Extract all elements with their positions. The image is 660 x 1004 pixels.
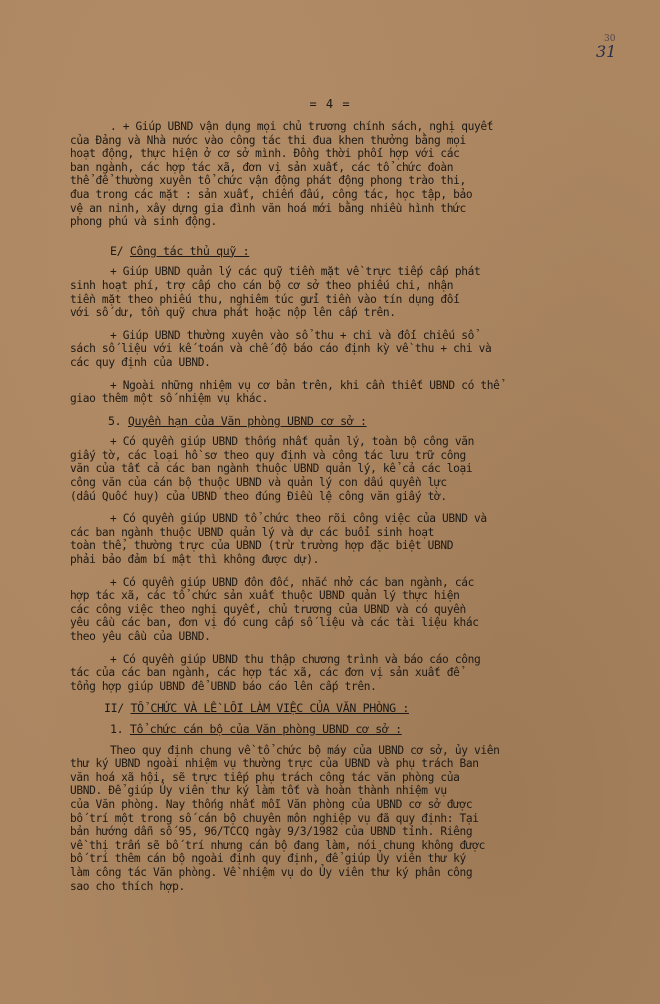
text-line: phải bảo đảm bí mật thì không được dự). [70,553,320,567]
text-line: của Văn phòng. Nay thống nhất mỗi Văn phòng của UBND cơ sở được [70,797,473,811]
document-body [70,120,650,902]
text-line: công văn của cán bộ thuộc UBND và quản lý con dấu quyền lực [70,476,447,490]
section-5-paragraph [70,576,650,644]
section-ii-title: TỔ CHỨC VÀ LỀ LỐI LÀM VIỆC CỦA VĂN PHÒNG : [130,701,409,716]
text-line: phong phú và sinh động. [70,215,217,229]
old-page-number: 30 [604,34,616,44]
text-line: vệ an ninh, xây dựng gia đình văn hoá mới bằng nhiều hình thức [70,201,466,215]
text-line: của Đảng và Nhà nước vào công tác thi đua khen thưởng bằng mọi [70,133,466,147]
section-ii-1-heading [110,723,650,737]
text-line: + Có quyền giúp UBND đôn đốc, nhắc nhở các ban ngành, các [110,575,474,589]
text-line: thư ký UBND ngoài nhiệm vụ thường trực của UBND và phụ trách Ban [70,757,479,771]
text-line: tổng hợp giúp UBND để UBND báo cáo lên cấp trên. [70,679,377,693]
text-line: sách số liệu với kế toán và chế độ báo cáo định kỳ về thu + chi và [70,342,492,356]
text-line: theo yêu cầu của UBND. [70,630,211,643]
section-e-heading [110,245,650,259]
current-page-number: 31 [596,42,617,61]
section-5-prefix: 5. [108,413,122,428]
text-line: các ban ngành thuộc UBND quản lý và dự các buổi sinh hoạt [70,525,434,539]
text-line: + Có quyền giúp UBND tổ chức theo rõi công việc của UBND và [110,512,487,526]
text-line: giao thêm một số nhiệm vụ khác. [70,392,268,406]
section-5-title: Quyền hạn của Văn phòng UBND cơ sở : [127,413,367,428]
text-line: ban ngành, các hợp tác xã, đơn vị sản xuất, các tổ chức đoàn [70,160,454,174]
text-line: các công việc theo nghị quyết, chủ trương của UBND và có quyền [70,602,466,616]
text-line: + Ngoài những nhiệm vụ cơ bản trên, khi cần thiết UBND có thể [110,378,500,392]
text-line: + Có quyền giúp UBND thu thập chương trình và báo cáo công [110,652,481,666]
text-line: về thị trấn sẽ bố trí nhưng cán bộ đang làm, nói chung không được [70,838,486,852]
page-number [596,34,616,61]
text-line: + Giúp UBND thường xuyên vào sổ thu + chi và đối chiếu sổ [110,328,474,342]
text-line: văn hoá xã hội, sẽ trực tiếp phụ trách công tác văn phòng của [70,770,460,784]
section-e-paragraph [70,329,650,370]
section-e-paragraph [70,379,650,406]
section-5-paragraph [70,435,650,503]
page-header: = 4 = [309,97,351,111]
section-5-paragraph [70,653,650,694]
section-ii-1-prefix: 1. [110,721,124,736]
text-line: sinh hoạt phí, trợ cấp cho cán bộ cơ sở theo phiếu chi, nhận [70,278,454,292]
text-line: với số dư, tồn quỹ chưa phát hoặc nộp lên cấp trên. [70,306,396,320]
section-e-prefix: E/ [110,243,124,258]
text-line: giấy tờ, các loại hồ sơ theo quy định và công tác lưu trữ công [70,448,466,462]
text-line: + Giúp UBND quản lý các quỹ tiền mặt về trực tiếp cấp phát [110,265,481,279]
text-line: thể để thường xuyên tổ chức vận động phát động phong trào thi, [70,174,466,188]
section-ii-1-paragraph [70,744,650,894]
section-ii-1-title: Tổ chức cán bộ của Văn phòng UBND cơ sở : [129,721,402,736]
section-e-title: Công tác thủ quỹ : [129,243,250,258]
text-line: hợp tác xã, các tổ chức sản xuất thuộc UBND quản lý thực hiện [70,589,460,603]
text-line: (dấu Quốc huy) của UBND theo đúng Điều lệ công văn giấy tờ. [70,489,447,503]
text-line: làm công tác Văn phòng. Về nhiệm vụ do Ủy viên thư ký phân công [70,865,473,879]
text-line: . + Giúp UBND vận dụng mọi chủ trương chính sách, nghị quyết [110,120,494,133]
text-line: hoạt động, thực hiện ở cơ sở mình. Đồng thời phối hợp với các [70,147,460,161]
text-line: các quy định của UBND. [70,355,211,369]
text-line: UBND. Để giúp Ủy viên thư ký làm tốt và hoàn thành nhiệm vụ [70,784,447,798]
text-line: sao cho thích hợp. [70,879,185,893]
text-line: bản hướng dẫn số 95, 96/TCCQ ngày 9/3/1982 của UBND tỉnh. Riêng [70,825,473,839]
section-ii-heading [104,702,650,716]
text-line: tiền mặt theo phiếu thu, nghiêm túc gửi tiền vào tín dụng đối [70,292,460,306]
text-line: toàn thể, thường trực của UBND (trừ trường hợp đặc biệt UBND [70,539,454,553]
section-e-paragraph [70,265,650,319]
section-5-heading [108,415,650,429]
text-line: bố trí thêm cán bộ ngoài định quy định, để giúp Ủy viên thư ký [70,852,466,866]
section-ii-prefix: II/ [104,701,124,716]
text-line: yêu cầu các ban, đơn vị đó cung cấp số liệu và các tài liệu khác [70,616,479,630]
text-line: Theo quy định chung về tổ chức bộ máy của UBND cơ sở, ủy viên [110,743,500,757]
text-line: + Có quyền giúp UBND thống nhất quản lý, toàn bộ công văn [110,435,474,449]
intro-paragraph [70,120,650,229]
text-line: đua trong các mặt : sản xuất, chiến đấu, công tác, học tập, bảo [70,187,473,201]
text-line: tác của các ban ngành, các hợp tác xã, các đơn vị sản xuất để [70,666,460,680]
text-line: bố trí một trong số cán bộ chuyên môn nghiệp vụ đã quy định: Tại [70,811,479,825]
text-line: văn của tất cả các ban ngành thuộc UBND quản lý, kể cả các loại [70,462,473,476]
section-5-paragraph [70,512,650,566]
